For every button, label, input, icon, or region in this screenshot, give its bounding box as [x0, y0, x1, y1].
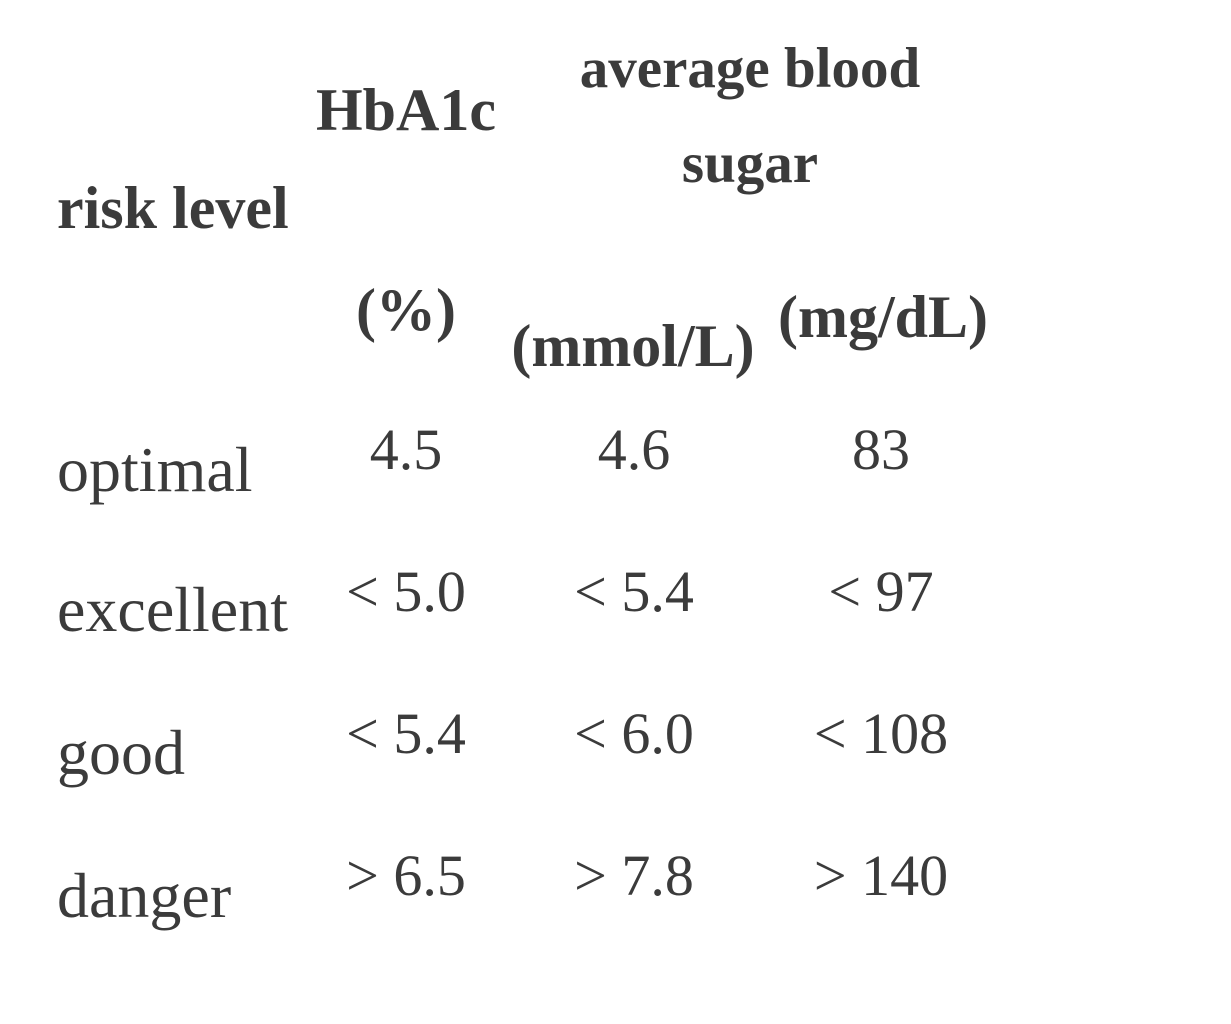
header-risk-level: risk level — [57, 175, 289, 241]
cell-excellent-mgdl: < 97 — [828, 559, 934, 624]
header-average-blood-sugar-line2: sugar — [681, 132, 819, 195]
header-hba1c: HbA1c — [316, 77, 496, 143]
cell-good-hba1c-pct: < 5.4 — [346, 701, 466, 766]
header-average-blood-sugar-line1: average blood — [579, 37, 921, 100]
cell-excellent-mmol: < 5.4 — [574, 559, 694, 624]
row-label-danger: danger — [57, 860, 232, 931]
cell-good-mgdl: < 108 — [813, 701, 949, 766]
row-label-good: good — [57, 717, 185, 788]
cell-optimal-mmol: 4.6 — [597, 417, 671, 482]
cell-good-mmol: < 6.0 — [574, 701, 694, 766]
cell-excellent-hba1c-pct: < 5.0 — [346, 559, 466, 624]
cell-danger-hba1c-pct: > 6.5 — [346, 843, 466, 908]
row-label-optimal: optimal — [57, 434, 253, 505]
header-unit-mgdl: (mg/dL) — [778, 284, 988, 350]
header-unit-percent: (%) — [356, 277, 456, 343]
cell-danger-mmol: > 7.8 — [574, 843, 694, 908]
header-unit-mmol: (mmol/L) — [511, 313, 755, 379]
row-label-excellent: excellent — [57, 574, 288, 645]
cell-optimal-mgdl: 83 — [852, 417, 910, 482]
cell-danger-mgdl: > 140 — [813, 843, 949, 908]
cell-optimal-hba1c-pct: 4.5 — [369, 417, 443, 482]
